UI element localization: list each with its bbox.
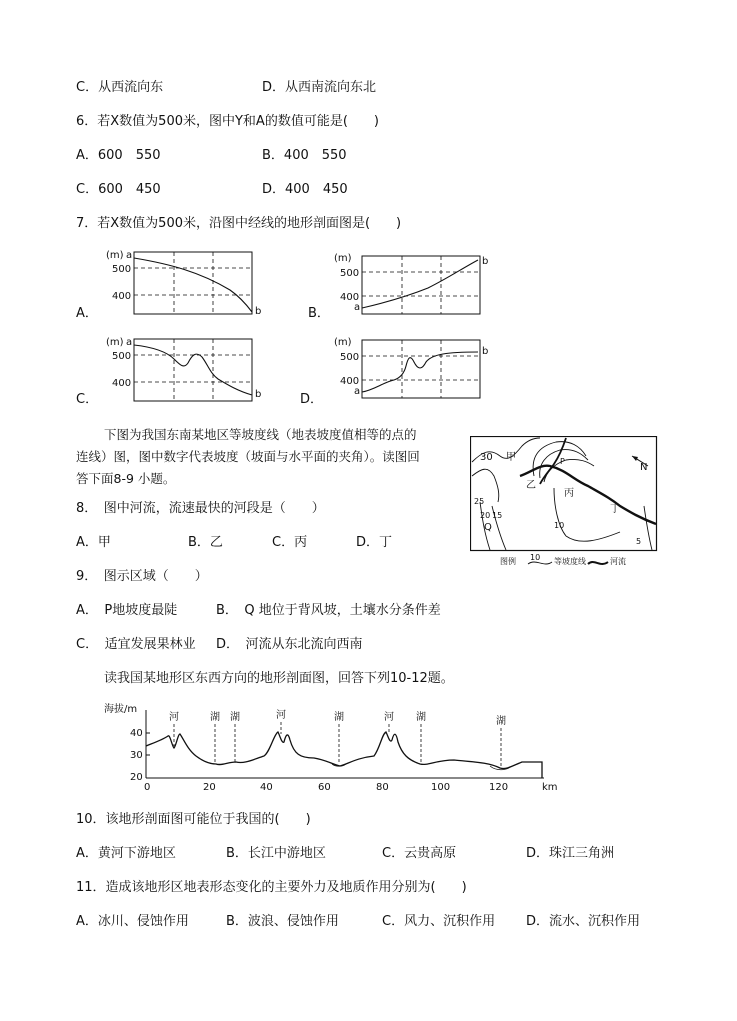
end-b-label: b (482, 256, 489, 267)
end-b-label: b (255, 306, 262, 317)
end-a-label: a (126, 337, 133, 348)
end-a-label: a (354, 386, 361, 397)
q9-option-d: D． 河流从东北流向西南 (216, 637, 363, 652)
label-30: 30 (480, 452, 493, 463)
label-q: Q (484, 522, 492, 533)
feature-river-3: 河 (384, 712, 394, 723)
q5-option-c: C．从西流向东 (76, 80, 164, 95)
tick-400: 400 (340, 292, 360, 303)
unit-label: (m) (334, 253, 352, 264)
q6-stem: 6．若X数值为500米，图中Y和A的数值可能是( ) (76, 114, 379, 129)
legend-river: 河流 (610, 557, 626, 566)
intro-8-9-line1: 下图为我国东南某地区等坡度线（地表坡度值相等的点的 (104, 427, 417, 442)
xtick-120: 120 (489, 782, 509, 793)
q7-stem: 7．若X数值为500米，沿图中经线的地形剖面图是( ) (76, 216, 402, 231)
q11-stem: 11．造成该地形区地表形态变化的主要外力及地质作用分别为( ) (76, 880, 467, 895)
q7-profile-a (100, 246, 270, 318)
q8-stem: 8． 图中河流，流速最快的河段是（ ） (76, 501, 325, 516)
label-ding: 丁 (610, 504, 620, 515)
feature-lake-2: 湖 (230, 712, 240, 723)
unit-label: (m) (106, 250, 124, 261)
q6-option-b: B．400 550 (262, 148, 347, 163)
q7-option-b: B． (308, 306, 330, 321)
unit-label: (m) (334, 337, 352, 348)
label-n: N (640, 462, 648, 473)
q7-profile-d (328, 336, 498, 402)
q11-option-a: A．冰川、侵蚀作用 (76, 914, 189, 929)
feature-lake-5: 湖 (496, 716, 506, 727)
q6-option-d: D．400 450 (262, 182, 348, 197)
q10-stem: 10．该地形剖面图可能位于我国的( ) (76, 812, 311, 827)
q6-option-c: C．600 450 (76, 182, 161, 197)
slope-contour-map (470, 436, 658, 576)
xtick-20: 20 (203, 782, 216, 793)
end-b-label: b (255, 389, 262, 400)
terrain-profile (104, 700, 564, 796)
q7-option-a: A． (76, 306, 98, 321)
tick-500: 500 (340, 268, 360, 279)
label-bing: 丙 (564, 488, 574, 499)
end-a-label: a (126, 250, 133, 261)
label-p: P (560, 457, 565, 466)
q8-option-c: C．丙 (272, 535, 308, 550)
feature-river-1: 河 (169, 712, 179, 723)
legend-title: 图例 (500, 557, 516, 566)
legend-10: 10 (530, 553, 541, 562)
end-b-label: b (482, 346, 489, 357)
q9-option-a: A． P地坡度最陡 (76, 603, 178, 618)
xtick-80: 80 (376, 782, 389, 793)
label-20: 20 (480, 511, 491, 520)
q10-option-b: B．长江中游地区 (226, 846, 326, 861)
label-25: 25 (474, 497, 485, 506)
xtick-60: 60 (318, 782, 331, 793)
q11-option-b: B．波浪、侵蚀作用 (226, 914, 339, 929)
label-5: 5 (636, 537, 642, 546)
q5-option-d: D．从西南流向东北 (262, 80, 377, 95)
q10-option-d: D．珠江三角洲 (526, 846, 615, 861)
profile-ylabel: 海拔/m (104, 704, 138, 715)
intro-8-9-line3: 答下面8-9 小题。 (76, 471, 176, 486)
q10-option-a: A．黄河下游地区 (76, 846, 176, 861)
xtick-100: 100 (431, 782, 451, 793)
tick-400: 400 (340, 376, 360, 387)
xtick-40: 40 (260, 782, 273, 793)
q10-option-c: C．云贵高原 (382, 846, 457, 861)
intro-10-12: 读我国某地形区东西方向的地形剖面图，回答下列10-12题。 (104, 671, 454, 686)
q9-stem: 9． 图示区域（ ） (76, 569, 208, 584)
tick-400: 400 (112, 291, 132, 302)
intro-8-9-line2: 连线）图，图中数字代表坡度（坡面与水平面的夹角）。读图回 (76, 449, 420, 464)
q11-option-d: D．流水、沉积作用 (526, 914, 641, 929)
ytick-20: 20 (130, 772, 143, 783)
xunit: km (542, 782, 558, 793)
feature-river-2: 河 (276, 710, 286, 721)
label-15: 15 (492, 511, 503, 520)
ytick-30: 30 (130, 750, 143, 761)
q11-option-c: C．风力、沉积作用 (382, 914, 496, 929)
q8-option-a: A．甲 (76, 535, 111, 550)
xtick-0: 0 (144, 782, 151, 793)
tick-500: 500 (112, 264, 132, 275)
label-10: 10 (554, 521, 565, 530)
q8-option-d: D．丁 (356, 535, 393, 550)
q7-option-c: C． (76, 392, 99, 407)
label-jia: 甲 (506, 452, 516, 463)
q6-option-a: A．600 550 (76, 148, 161, 163)
tick-500: 500 (340, 352, 360, 363)
unit-label: (m) (106, 337, 124, 348)
q7-profile-b (328, 252, 498, 318)
tick-500: 500 (112, 351, 132, 362)
q8-option-b: B．乙 (188, 535, 223, 550)
legend-contour: 等坡度线 (554, 557, 586, 566)
q9-option-b: B． Q 地位于背风坡，土壤水分条件差 (216, 603, 441, 618)
q7-option-d: D． (300, 392, 324, 407)
q9-option-c: C． 适宜发展果林业 (76, 637, 196, 652)
feature-lake-1: 湖 (210, 712, 220, 723)
ytick-40: 40 (130, 728, 143, 739)
feature-lake-3: 湖 (334, 712, 344, 723)
end-a-label: a (354, 302, 361, 313)
feature-lake-4: 湖 (416, 712, 426, 723)
label-yi: 乙 (526, 480, 536, 491)
tick-400: 400 (112, 378, 132, 389)
q7-profile-c (100, 333, 270, 405)
